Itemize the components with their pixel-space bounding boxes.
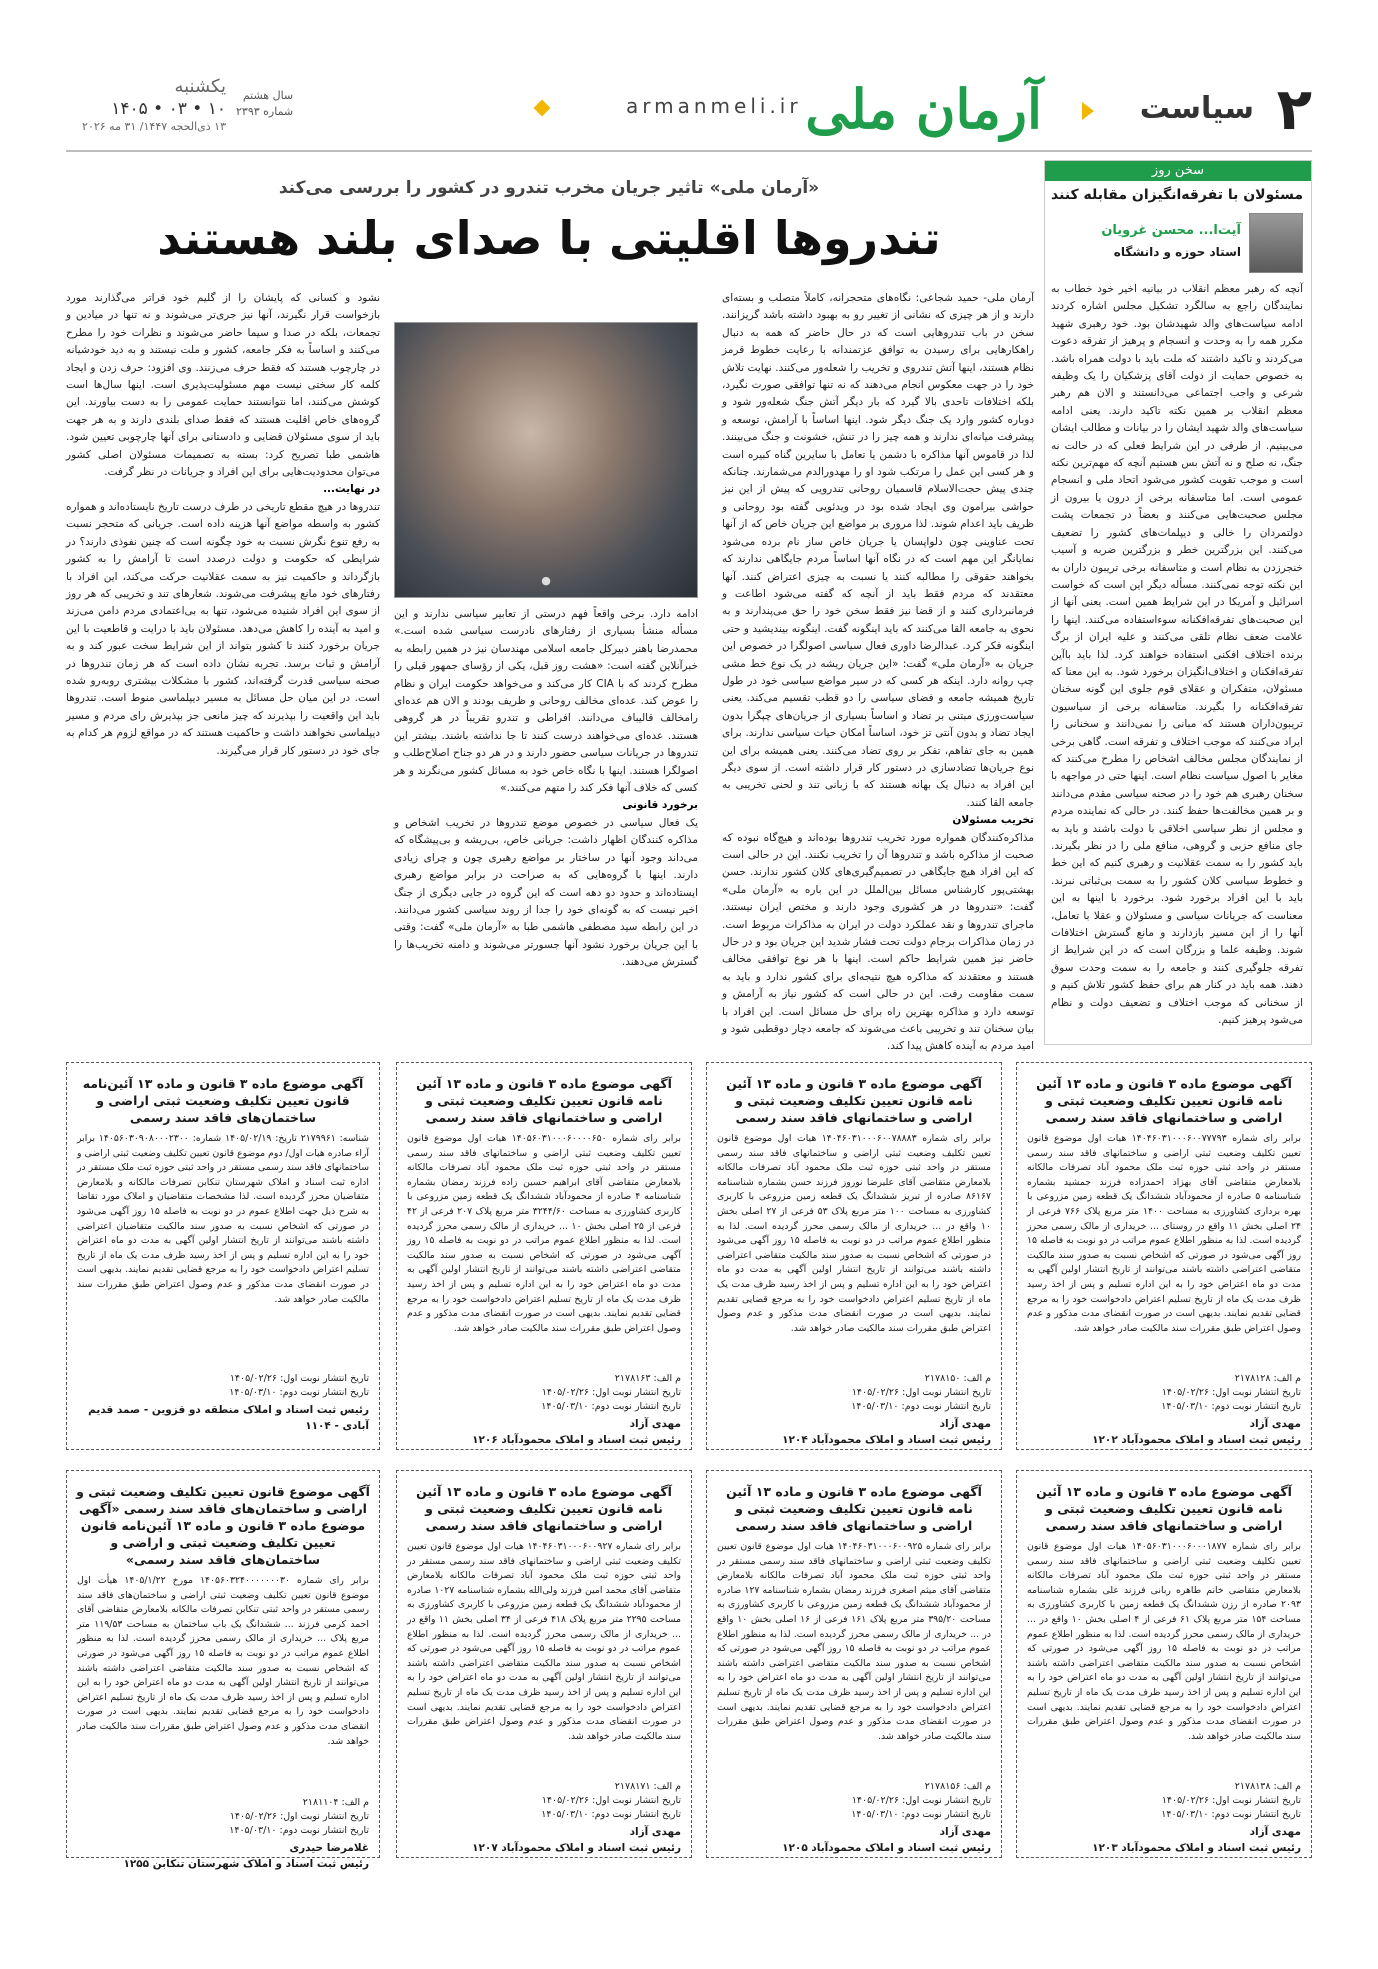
notice-body: برابر رای شماره ۱۴۰۴۶۰۳۱۰۰۰۶۰۰۹۲۵ هیات اول موضوع قانون تعیین تکلیف وضعیت ثبتی اراضی و ساختمانهای فاقد سند رسمی مستقر در واحد ثبتی حوزه ثبت ملک محمود آباد تصرفات مالکانه بلامعارض متقاضی آقای میثم اصغری فرزند رمضان بشماره شناسنامه ۱۲۷ صادره از محمودآباد ششدانگ یک قطعه زمین مزروعی با کاربری کشاورزی به مساحت ۳۹۵/۲۰ متر مربع پلاک ۱۶۱ فرعی از ۱۶ اصلی بخش ۱۰ واقع در ... خریداری از مالک رسمی محرز گردیده است. لذا به منظور اطلاع عموم مراتب در دو نوبت به فاصله ۱۵ روز آگهی می‌شود در صورتی که اشخاص نسبت به صدور سند مالکیت متقاضی اعتراضی داشته باشند می‌توانند از تاریخ انتشار اولین آگهی به مدت دو ماه اعتراض خود را به این اداره تسلیم و پس از اخذ رسید ظرف مدت یک ماه از تاریخ تسلیم اعتراض دادخواست خود را به مرجع قضایی تقدیم نمایند. بدیهی است در صورت انقضای مدت مذکور و عدم وصول اعتراض طبق مقررات سند مالکیت صادر خواهد شد. xyxy=(717,1541,992,1742)
article-text: ادامه دارد. برخی واقعاً فهم درستی از تعابیر سیاسی ندارند و این مسأله منشأ بسیاری از رفتارهای نادرست سیاسی شده است.» محمدرضا باهنر دبیرکل جامعه اسلامی مهندسان نیز در همین رابطه به خبرآنلاین گفته است: «هشت روز قبل، یکی از رؤسای جمهور قبلی را مطرح کردند که با CIA کار می‌کند و می‌خواهد حکومت ایران و نظام را عوض کند. عده‌ای مخالف روحانی و ظریف بودند و الان هم عده‌ای رامخالف قالیباف می‌دانند. افراطی و تندرو تقریباً در هر گروهی هستند. عده‌ای می‌خواهند درست کنند تا جا نداشته باشند. بیشتر این تندروها در جریانات سیاسی حضور دارند و در هر دو جناح اصلاح‌طلب و اصولگرا هستند. اینها با نگاه خاص خود به مسائل کشور می‌نگرند و هر کسی که خلاف آنها فکر کند را متهم می‌کنند.» xyxy=(394,608,698,795)
article-headline: تندروها اقلیتی با صدای بلند هستند xyxy=(157,211,941,265)
notice-signer: مهدی آزاد xyxy=(939,1826,991,1838)
notice-body: شناسه: ۲۱۷۹۹۶۱ تاریخ: ۱۴۰۵/۰۲/۱۹ شماره: ۱۴۰۵۶۰۳۰۹۰۸۰۰۰۲۳۰۰ برابر آراء صادره هیات اول/ دوم موضوع قانون تعیین تکلیف وضعیت ثبتی اراضی و ساختمانهای فاقد سند رسمی مستقر در واحد ثبتی حوزه ثبت ملک مستقر در اداره ثبت اسناد و املاک شهرستان تنکابن تصرفات مالکانه و بلامعارض متقاضیان محرز گردیده است. لذا مشخصات متقاضیان و املاک مورد تقاضا به شرح ذیل جهت اطلاع عموم در دو نوبت به فاصله ۱۵ روز آگهی می‌شود در صورتی که اشخاص نسبت به صدور سند مالکیت متقاضیان اعتراضی داشته باشند می‌توانند از تاریخ انتشار اولین آگهی به مدت دو ماه اعتراض خود را به این اداره تسلیم و پس از اخذ رسید ظرف مدت یک ماه از تاریخ تسلیم اعتراض دادخواست خود را به مرجع قضایی تقدیم نمایند. بدیهی است در صورت انقضای مدت مذکور و عدم وصول اعتراض طبق مقررات سند مالکیت صادر خواهد شد. xyxy=(77,1133,369,1305)
notice-dates xyxy=(397,1778,691,1824)
masthead xyxy=(66,66,1312,152)
notice-dates xyxy=(67,1370,379,1402)
legal-notice xyxy=(1016,1062,1312,1450)
sidebar-body: آنچه که رهبر معظم انقلاب در بیانیه اخیر خود خطاب به نمایندگان راجع به سالگرد تشکیل مجلس اشاره کردند ادامه سیاست‌های والد شهیدشان بود. خود رهبری شهید مکرر همه را به وحدت و انسجام و پرهیز از تفرقه دعوت می‌کردند و تاکید داشتند که ملت باید با دولت همراه باشد. به خصوص حمایت از دولت آقای پزشکیان را یک وظیفه شرعی و واجب اجتماعی می‌دانستند و الان هم رهبر معظم انقلاب بر همین نکته تاکید دارند. یعنی ادامه سیاست‌های والد شهید ایشان را در بیانات و مطالب ایشان می‌بینیم. از طرفی در این شرایط فعلی که در حالت نه جنگ، نه صلح و نه آتش بس هستیم آنچه که مهم‌ترین نکته است و موجب تقویت کشور می‌شود اتحاد ملی و انسجام عمومی است. اما متاسفانه برخی از درون یا بیرون از مجلس صحبت‌هایی می‌کنند و بعضاً در تجمعات پشت دولتمردان را خالی و دیپلمات‌های کشور را تضعیف می‌کنند. این بزرگترین خطر و بزرگترین ضربه و آسیب خنجرزدن به نظام است و متاسفانه برخی تریبون داران به این نکته توجه نمی‌کنند. مسأله دیگر این است که خواست اسرائیل و آمریکا در این شرایط همین است. یعنی آنها از این صحبت‌های تفرقه‌افکنانه سوءاستفاده می‌کنند. اینها را علامت ضعف نظام تلقی می‌کنند و علیه ایران از برگ برنده اختلاف افکنی استفاده خواهند کرد. لذا باید باآین تفرقه‌افکنان و اختلاف‌انگیزان برخورد شود. به این معنا که مسئولان، متفکران و عقلای قوم جلوی این گونه سخنان تفرقه‌افکنانه را بگیرند. متاسفانه برخی از سیاسیون تریبون‌داران هستند که مبانی را نمی‌دانند و سخنانی را ایراد می‌کنند که موجب اختلاف و تفرقه است. گاهی برخی از نمایندگان مجلس مخالف اشخاص را مطرح می‌کنند که مغایر با اصول سیاست نظام است. اینها حتی در مواجهه با سخنان رهبری هم خود را در صحنه سیاسی مقدم می‌دانند و بر همین مخالفت‌ها حفظ کنند. در حالی که نماینده مردم و مجلس از نظر سیاسی اخلاقی با دولت باشند و باید به جای منافع حزبی و گروهی، منافع ملی را در نظر بگیرند. باید کشور را به سمت عقلانیت و رهبری کنیم که این خط و خطوط سیاسی کلان کشور را به سمت بی‌ثباتی نبرند. باید با این افراد برخورد شود. برخورد با اینها به این معناست که جریانات سیاسی و مسئولان و عقلا با تعامل، آنها را از این مسیر بازدارند و مانع گسترش اختلافات شوند. وظیفه علما و بزرگان است که در این شرایط از تفرقه جلوگیری کنند و جامعه را به سمت وحدت سوق دهند. همه باید در کنار هم برای حفظ کشور تلاش کنیم و از سخنانی که موجب اختلاف و تضعیف دولت و نظام می‌شود پرهیز کنیم. xyxy=(1051,283,1303,1027)
notice-title: آگهی موضوع ماده ۳ قانون و ماده ۱۳ آئین‌نامه قانون تعیین تکلیف وضعیت ثبتی اراضی و ساختمان‌های فاقد سند رسمی xyxy=(82,1076,364,1125)
notice-office: رئیس ثبت اسناد و املاک منطقه دو قزوین - صمد قدیم آبادی - ۱۱۰۴ xyxy=(88,1404,369,1432)
notice-date-2: تاریخ انتشار نوبت دوم: ۱۴۰۵/۰۳/۱۰ xyxy=(851,1401,991,1412)
notice-title: آگهی موضوع ماده ۳ قانون و ماده ۱۳ آئین نامه قانون تعیین تکلیف وضعیت ثبتی و اراضی و ساختمانهای فاقد سند رسمی xyxy=(416,1076,672,1125)
notice-signer: مهدی آزاد xyxy=(939,1418,991,1430)
notice-date-1: تاریخ انتشار نوبت اول: ۱۴۰۵/۰۲/۲۶ xyxy=(851,1795,991,1806)
legal-notice xyxy=(396,1062,692,1450)
notice-body: برابر رای شماره ۱۴۰۵۶۰۳۲۴۰۰۰۰۰۰۰۳۰ مورخ ۱۴۰۵/۱/۲۲ هیأت اول موضوع قانون تعیین تکلیف وضعیت ثبتی اراضی و ساختمان‌های فاقد سند رسمی مستقر در واحد ثبتی تنکابن تصرفات مالکانه بلامعارض متقاضی آقای احمد کرمی فرزند ... ششدانگ یک باب ساختمان به مساحت ۱۱۹/۵۳ متر مربع پلاک ... خریداری از مالک رسمی محرز گردیده است. لذا به منظور اطلاع عموم مراتب در دو نوبت به فاصله ۱۵ روز آگهی می‌شود در صورتی که اشخاص نسبت به صدور سند مالکیت متقاضی اعتراضی داشته باشند می‌توانند از تاریخ انتشار اولین آگهی به مدت دو ماه اعتراض خود را به این اداره تسلیم و پس از اخذ رسید ظرف مدت یک ماه از تاریخ تسلیم اعتراض دادخواست خود را به مرجع قضایی تقدیم نمایند. بدیهی است در صورت انقضای مدت مذکور و عدم وصول اعتراض طبق مقررات سند مالکیت صادر خواهد شد. xyxy=(77,1575,370,1747)
notice-dates xyxy=(397,1370,691,1416)
author-avatar xyxy=(1249,213,1303,273)
section-arrow-icon xyxy=(1082,102,1094,120)
article-text: آرمان ملی- حمید شجاعی: نگاه‌های متحجرانه، کاملاً متصلب و بسته‌ای دارند و از هر چیزی که نشانی از تغییر رو به بهبود داشته باشد گریزانند. سخن در باب تندروهایی است که در حال حاضر که همه به دنبال راهکارهایی برای رسیدن به توافق عزتمندانه با رعایت خطوط قرمز نظام هستند، اینها آتش تندروی و تخریب را شعله‌ور می‌کنند. نهایت تلاش خود را در جهت معکوس انجام می‌دهند که نه تنها توافقی صورت نگیرد، بلکه اختلافات تاحدی بالا گیرد که بار دیگر آتش جنگ شعله‌ور شود و دوباره کشور وارد یک جنگ دیگر شود. اینها اساساً با آرامش، توسعه و پیشرفت میانه‌ای ندارند و همه چیز را در تنش، خشونت و جنگ می‌بینند. لذا در قاموس آنها مذاکره با دشمن یا تعامل با سایرین گناه کبیره است و هر کسی این عمل را مرتکب شود او را مهدورالدم می‌شمارند. چنانکه چندی پیش حجت‌الاسلام قاسمیان روحانی تندرویی که پیش از این نیز حواشی بیرامون وی ایجاد شده بود در ویدئویی گفته بود روحانی و ظریف باید اعدام شوند. لذا مروری بر مواضع این جریان خاص که از آنها تحت عناوینی چون دلواپسان یا جریان خاص ساز نام برده می‌شود نمایانگر این مهم است که در نگاه آنها اساساً مردم جایگاهی ندارند که بخواهند حقوقی را مطالبه کنند یا نسبت به چیزی اعتراض کنند. آنها معتقدند که مردم فقط باید از آنچه که گفته می‌شود اطاعت و فرمانبرداری کنند و از قضا نیز فقط سخن خود را حق می‌پندارند و به نحوی به جامعه القا می‌کنند که باید اینگونه گفت. اینگونه بیندیشید و حتی اینگونه فکر کرد. عبدالرضا داوری فعال سیاسی اصولگرا در خصوص این جریان به «آرمان ملی» گفت: «این جریان ریشه در یک نوع خط مشی چپ روانه دارد. اینکه هر کسی که در سیر مواضع سیاسی خود در طول تاریخ همیشه جامعه و فضای سیاسی را دو قطب تقسیم می‌کند. یعنی سیاست‌ورزی مبتنی بر تضاد و اساساً بسیاری از جریان‌های چپگرا بدون ایجاد تضاد و بدون آنتی تز خود، اساساً امکان حیات سیاسی ندارند. برای همین به جای تفاهم، تفکر بر روی تضاد می‌کنند. یعنی همیشه برای این نوع جریان‌ها تضادسازی در دستور کار قرار داشته است. از سوی دیگر این افراد به دنبال یک بهانه هستند که با زبانی تند و لحنی تخریبی به جامعه القا کنند. xyxy=(722,292,1034,809)
legal-notice xyxy=(396,1470,692,1858)
notice-body: برابر رای شماره ۱۴۰۵۶۰۳۱۰۰۰۶۰۰۰۱۸۷۷ هیات اول موضوع قانون تعیین تکلیف وضعیت ثبتی اراضی و ساختمانهای فاقد سند رسمی مستقر در واحد ثبتی حوزه ثبت ملک محمود آباد تصرفات مالکانه بلامعارض متقاضی خانم طاهره ربانی فرزند علی بشماره شناسنامه ۲۰۹۳ صادره از رزن ششدانگ یک قطعه زمین با کاربری کشاورزی به مساحت ۱۵۴ متر مربع پلاک ۶۱ فرعی از ۴ اصلی بخش ۱۰ واقع در ... خریداری از مالک رسمی محرز گردیده است. لذا به منظور اطلاع عموم مراتب در دو نوبت به فاصله ۱۵ روز آگهی می‌شود در صورتی که اشخاص نسبت به صدور سند مالکیت متقاضی اعتراضی داشته باشند می‌توانند از تاریخ انتشار اولین آگهی به مدت دو ماه اعتراض خود را به این اداره تسلیم و پس از اخذ رسید ظرف مدت یک ماه از تاریخ تسلیم اعتراض دادخواست خود را به مرجع قضایی تقدیم نمایند. بدیهی است در صورت انقضای مدت مذکور و عدم وصول اعتراض طبق مقررات سند مالکیت صادر خواهد شد. xyxy=(1027,1541,1301,1742)
notice-code: م الف: ۲۱۷۸۱۷۱ xyxy=(614,1781,681,1792)
notice-dates xyxy=(67,1794,379,1840)
subheading: برخورد قانونی xyxy=(622,799,698,812)
notice-code: م الف: ۲۱۷۸۱۶۳ xyxy=(614,1373,681,1384)
notice-code: م الف: ۲۱۷۸۱۲۸ xyxy=(1234,1373,1301,1384)
article-text: تندروها در هیچ مقطع تاریخی در طرف درست تاریخ نایستاده‌اند و همواره کشور به واسطه مواضع آنها هزینه داده است. جریانی که متحجر نسبت به رفع تنوع نگرش نسبت به خود چگونه است که چنین نفوذی دارند؟ در شرایطی که حکومت و دولت درصدد است تا آرامش را به کشور بازگرداند و حاکمیت نیز به سمت عقلانیت حرکت می‌کند، این افراد با رفتارهای خود مانع پیشرفت می‌شوند. شعارهای تند و تخریبی که هر روز از سوی این افراد شنیده می‌شود، تنها به بی‌اعتمادی مردم دامن می‌زند و امید به آینده را کاهش می‌دهد. مسئولان باید با درایت و قاطعیت با این جریان برخورد کنند تا کشور بتواند از این شرایط سخت عبور کند و به آرامش و ثبات برسد. تجربه نشان داده است که هر زمان تندروها در صحنه سیاسی قدرت گرفته‌اند، کشور با مشکلات بیشتری روبه‌رو شده است. در این میان حل مسائل به مسیر دیپلماسی منوط است. تندروها باید این واقعیت را بپذیرند که چیز مانعی جز بپذیرش رای مردم و مسیر دیپلماسی نخواهند داشت و حاکمیت هستند که در مواقع لزوم هر کدام به جای خود در دستور کار قرار می‌گیرند. xyxy=(66,500,380,757)
legal-notice xyxy=(706,1062,1002,1450)
notice-office: رئیس ثبت اسناد و املاک محمودآباد ۱۲۰۳ xyxy=(1092,1842,1301,1854)
notice-date-1: تاریخ انتشار نوبت اول: ۱۴۰۵/۰۲/۲۶ xyxy=(229,1811,369,1822)
notice-office: رئیس ثبت اسناد و املاک محمودآباد ۱۲۰۵ xyxy=(782,1842,991,1854)
notice-signer: غلامرضا حیدری xyxy=(289,1842,369,1854)
subheading: تخریب مسئولان xyxy=(952,814,1034,827)
notice-body: برابر رای شماره ۱۴۰۴۶۰۳۱۰۰۰۶۰۰۷۸۸۸۳ هیات اول موضوع قانون تعیین تکلیف وضعیت ثبتی اراضی و ساختمانهای فاقد سند رسمی مستقر در واحد ثبتی حوزه ثبت ملک محمود آباد تصرفات مالکانه بلامعارض متقاضی آقای علیرضا نوروز فرزند حسن بشماره شناسنامه ۸۶۱۶۷ صادره از تبریز ششدانگ یک قطعه زمین مزروعی با کاربری کشاورزی به مساحت ۱۰۰ متر مربع پلاک ۵۳ فرعی از ۲۷ اصلی بخش ۱۰ واقع در ... خریداری از مالک رسمی محرز گردیده است. لذا به منظور اطلاع عموم مراتب در دو نوبت به فاصله ۱۵ روز آگهی می‌شود در صورتی که اشخاص نسبت به صدور سند مالکیت متقاضی اعتراضی داشته باشند می‌توانند از تاریخ انتشار اولین آگهی به مدت دو ماه اعتراض خود را به این اداره تسلیم و پس از اخذ رسید ظرف مدت یک ماه از تاریخ تسلیم اعتراض دادخواست خود را به مرجع قضایی تقدیم نمایند. بدیهی است در صورت انقضای مدت مذکور و عدم وصول اعتراض طبق مقررات سند مالکیت صادر خواهد شد. xyxy=(717,1133,992,1334)
notice-dates xyxy=(707,1778,1001,1824)
notice-date-2: تاریخ انتشار نوبت دوم: ۱۴۰۵/۰۳/۱۰ xyxy=(229,1825,369,1836)
page-number: ۲ xyxy=(1276,75,1312,143)
notice-body: برابر رای شماره ۱۴۰۴۶۰۳۱۰۰۰۶۰۰۹۲۷ هیات اول موضوع قانون تعیین تکلیف وضعیت ثبتی اراضی و ساختمانهای فاقد سند رسمی مستقر در واحد ثبتی حوزه ثبت ملک محمود آباد تصرفات مالکانه بلامعارض متقاضی آقای محمد امین فرزند ولی‌الله بشماره شناسنامه ۱۰۲۷ صادره از محمودآباد ششدانگ یک قطعه زمین مزروعی با کاربری کشاورزی به مساحت ۲۲۹۵ متر مربع پلاک ۴۱۸ فرعی از ۳۴ اصلی بخش ۱۱ واقع در ... خریداری از مالک رسمی محرز گردیده است. لذا به منظور اطلاع عموم مراتب در دو نوبت به فاصله ۱۵ روز آگهی می‌شود در صورتی که اشخاص نسبت به صدور سند مالکیت متقاضی اعتراضی داشته باشند می‌توانند از تاریخ انتشار اولین آگهی به مدت دو ماه اعتراض خود را به این اداره تسلیم و پس از اخذ رسید ظرف مدت یک ماه از تاریخ تسلیم اعتراض دادخواست خود را به مرجع قضایی تقدیم نمایند. بدیهی است در صورت انقضای مدت مذکور و عدم وصول اعتراض طبق مقررات سند مالکیت صادر خواهد شد. xyxy=(407,1541,681,1742)
notice-dates xyxy=(1017,1370,1311,1416)
article-text: یک فعال سیاسی در خصوص موضع تندروها در تخریب اشخاص و مذاکره کنندگان اظهار داشت: جریانی خاص، بی‌ریشه و بی‌پیشگاه که می‌داند وجود آنها در ساختار بر مواضع رهبری چون و چرای زیادی دارند. اینها با گروه‌هایی که به صراحت در برابر مواضع رهبری ایستاده‌اند و حدود دو دهه است که این گروه در جایی دیگری از جنگ اخیر نیست که به گونه‌ای خود را جدا از روند سیاسی کشور می‌دانند. در این رابطه سید مصطفی هاشمی طبا به «آرمان ملی» گفت: وقتی با این جریان برخورد نشود آنها جسورتر می‌شوند و دامنه تخریب‌ها را گسترش می‌دهند. xyxy=(394,816,698,969)
article-column-2 xyxy=(394,606,698,1040)
notice-dates xyxy=(1017,1778,1311,1824)
notice-date-2: تاریخ انتشار نوبت دوم: ۱۴۰۵/۰۳/۱۰ xyxy=(1161,1809,1301,1820)
article-photo xyxy=(394,322,698,598)
notice-body: برابر رای شماره ۱۴۰۴۶۰۳۱۰۰۰۶۰۰۷۷۷۹۳ هیات اول موضوع قانون تعیین تکلیف وضعیت ثبتی اراضی و ساختمانهای فاقد سند رسمی مستقر در واحد ثبتی حوزه ثبت ملک محمود آباد تصرفات مالکانه بلامعارض متقاضی آقای بهزاد احمدزاده فرزند جمشید بشماره شناسنامه ۵ صادره از محمودآباد ششدانگ یک قطعه زمین مزروعی با بهره برداری کشاورزی به مساحت ۱۴۰۰ متر مربع پلاک ۷۶۶ فرعی از ۲۴ اصلی بخش ۱۱ واقع در روستای ... خریداری از مالک رسمی محرز گردیده است. لذا به منظور اطلاع عموم مراتب در دو نوبت به فاصله ۱۵ روز آگهی می‌شود در صورتی که اشخاص نسبت به صدور سند مالکیت متقاضی اعتراضی داشته باشند می‌توانند از تاریخ انتشار اولین آگهی به مدت دو ماه اعتراض خود را به این اداره تسلیم و پس از اخذ رسید ظرف مدت یک ماه از تاریخ تسلیم اعتراض دادخواست خود را به مرجع قضایی تقدیم نمایند. بدیهی است در صورت انقضای مدت مذکور و عدم وصول اعتراض طبق مقررات سند مالکیت صادر خواهد شد. xyxy=(1027,1133,1301,1334)
notice-signer: مهدی آزاد xyxy=(629,1826,681,1838)
sidebar-title: مسئولان با تفرقه‌انگیزان مقابله کنند xyxy=(1051,187,1303,203)
legal-notice xyxy=(706,1470,1002,1858)
notice-title: آگهی موضوع قانون تعیین تکلیف وضعیت ثبتی و اراضی و ساختمان‌های فاقد سند رسمی «آگهی موضوع ماده ۳ قانون و ماده ۱۳ آئین‌نامه قانون تعیین تکلیف وضعیت ثبتی و اراضی و ساختمان‌های فاقد سند رسمی» xyxy=(76,1484,370,1567)
opinion-sidebar xyxy=(1044,160,1312,1045)
weekday: یکشنبه xyxy=(174,76,226,97)
notice-date-2: تاریخ انتشار نوبت دوم: ۱۴۰۵/۰۳/۱۰ xyxy=(851,1809,991,1820)
notice-title: آگهی موضوع ماده ۳ قانون و ماده ۱۳ آئین نامه قانون تعیین تکلیف وضعیت ثبتی و اراضی و ساختمانهای فاقد سند رسمی xyxy=(1036,1076,1292,1125)
headline-area xyxy=(66,160,1032,270)
notice-code: م الف: ۲۱۷۸۱۵۰ xyxy=(924,1373,991,1384)
section-title: سیاست xyxy=(1139,91,1254,126)
website[interactable]: armanmeli.ir xyxy=(626,94,802,118)
notice-dates xyxy=(707,1370,1001,1416)
notice-office: رئیس ثبت اسناد و املاک محمودآباد ۱۲۰۲ xyxy=(1092,1434,1301,1446)
author-name: آیت‌ا... محسن غرویان xyxy=(1101,223,1241,238)
article-text: مذاکره‌کنندگان همواره مورد تخریب تندروها بوده‌اند و هیچ‌گاه نبوده که صحبت از مذاکره باشد و تندروها آن را تخریب نکنند. این در حالی است که این افراد هیچ جایگاهی در تصمیم‌گیری‌های کلان کشور ندارند. حسن بهشتی‌پور کارشناس مسائل بین‌الملل در این باره به «آرمان ملی» گفت: «تندروها در هر کشوری وجود دارند و مختص ایران نیستند. ماجرای تندروها و نقد عملکرد دولت در ایران به مذاکرات مربوط است. در زمان مذاکرات برجام دولت تحت فشار شدید این جریان بود و در حال حاضر نیز همین شرایط حاکم است. اینها با هر نوع توافقی مخالف هستند و معتقدند که مذاکره هیچ نتیجه‌ای برای کشور ندارد و باید به سمت مقاومت رفت. این در حالی است که کشور نیاز به آرامش و توسعه دارد و مذاکره بهترین راه برای حل مسائل است. این افراد با بیان سخنان تند و تخریبی باعث می‌شوند که جامعه دچار دوقطبی شود و امید مردم به آینده کاهش پیدا کند. xyxy=(722,831,1034,1053)
notice-office: رئیس ثبت اسناد و املاک شهرستان تنکابن ۱۲۵۵ xyxy=(123,1858,369,1870)
notice-date-1: تاریخ انتشار نوبت اول: ۱۴۰۵/۰۲/۲۶ xyxy=(1161,1387,1301,1398)
date-alt: ۱۳ ذی‌الحجه ۱۴۴۷/ ۳۱ مه ۲۰۲۶ xyxy=(82,120,226,133)
logo: آرمان ملی xyxy=(805,77,1042,141)
notice-code: م الف: ۲۱۷۸۱۳۸ xyxy=(1234,1781,1301,1792)
year: سال هشتم xyxy=(242,89,294,102)
notice-date-1: تاریخ انتشار نوبت اول: ۱۴۰۵/۰۲/۲۶ xyxy=(541,1795,681,1806)
author-block xyxy=(1051,213,1303,275)
notice-signer: مهدی آزاد xyxy=(629,1418,681,1430)
notice-date-2: تاریخ انتشار نوبت دوم: ۱۴۰۵/۰۳/۱۰ xyxy=(541,1809,681,1820)
notice-date-1: تاریخ انتشار نوبت اول: ۱۴۰۵/۰۲/۲۶ xyxy=(229,1373,369,1384)
subheading: در نهایت... xyxy=(323,483,380,496)
notice-title: آگهی موضوع ماده ۳ قانون و ماده ۱۳ آئین نامه قانون تعیین تکلیف وضعیت ثبتی و اراضی و ساختمانهای فاقد سند رسمی xyxy=(726,1076,982,1125)
notice-date-2: تاریخ انتشار نوبت دوم: ۱۴۰۵/۰۳/۱۰ xyxy=(541,1401,681,1412)
issue-number: شماره ۲۳۹۳ xyxy=(236,105,294,118)
notice-code: م الف: ۲۱۸۱۱۰۴ xyxy=(302,1797,369,1808)
notice-body: برابر رای شماره ۱۴۰۵۶۰۳۱۰۰۰۶۰۰۰۰۶۵۰ هیات اول موضوع قانون تعیین تکلیف وضعیت ثبتی اراضی و ساختمانهای فاقد سند رسمی مستقر در واحد ثبتی حوزه ثبت ملک محمود آباد تصرفات مالکانه بلامعارض متقاضی آقای ابراهیم حسین زاده فرزند رمضان بشماره شناسنامه ۴ صادره از محمودآباد ششدانگ یک قطعه زمین مزروعی با کاربری کشاورزی به مساحت ۳۲۴۴/۶۰ متر مربع پلاک ۲۰۷ فرعی از ۴۲ فرعی از ۲۵ اصلی بخش ۱۰ ... خریداری از مالک رسمی محرز گردیده است. لذا به منظور اطلاع عموم مراتب در دو نوبت به فاصله ۱۵ روز آگهی می‌شود در صورتی که اشخاص نسبت به صدور سند مالکیت متقاضی اعتراضی داشته باشند می‌توانند از تاریخ انتشار اولین آگهی به مدت دو ماه اعتراض خود را به این اداره تسلیم و پس از اخذ رسید ظرف مدت یک ماه از تاریخ تسلیم اعتراض دادخواست خود را به مرجع قضایی تقدیم نمایند. بدیهی است در صورت انقضای مدت مذکور و عدم وصول اعتراض طبق مقررات سند مالکیت صادر خواهد شد. xyxy=(407,1133,682,1334)
issue-info xyxy=(236,88,293,120)
notice-title: آگهی موضوع ماده ۳ قانون و ماده ۱۳ آئین نامه قانون تعیین تکلیف وضعیت ثبتی و اراضی و ساختمانهای فاقد سند رسمی xyxy=(1036,1484,1292,1533)
notice-office: رئیس ثبت اسناد و املاک محمودآباد ۱۲۰۶ xyxy=(472,1434,681,1446)
article-kicker: «آرمان ملی» تاثیر جریان مخرب تندرو در کشور را بررسی می‌کند xyxy=(278,178,820,198)
notice-date-2: تاریخ انتشار نوبت دوم: ۱۴۰۵/۰۳/۱۰ xyxy=(1161,1401,1301,1412)
notice-title: آگهی موضوع ماده ۳ قانون و ماده ۱۳ آئین نامه قانون تعیین تکلیف وضعیت ثبتی و اراضی و ساختمانهای فاقد سند رسمی xyxy=(416,1484,672,1533)
article-column-3 xyxy=(66,290,380,1040)
notice-title: آگهی موضوع ماده ۳ قانون و ماده ۱۳ آئین نامه قانون تعیین تکلیف وضعیت ثبتی و اراضی و ساختمانهای فاقد سند رسمی xyxy=(726,1484,982,1533)
date-box xyxy=(66,76,226,134)
article-text: نشود و کسانی که پایشان را از گلیم خود فراتر می‌گذارند مورد بازخواست قرار نگیرند، آنها نیز جری‌تر می‌شوند و نه تنها در میادین و تجمعات، بلکه در صدا و سیما حاضر می‌شوند و نظرات خود را مطرح می‌کنند و اساساً به فکر جامعه، کشور و ملت نیستند و به دید خودشیانه در چارچوب هستند که فقط حرف می‌زنند. وی افزود: حرف زدن و ایجاد کلمه کار سختی نیست مهم مسئولیت‌پذیری است. اینها سال‌ها است کوشش می‌کنند، اما نتوانستند حمایت عمومی را به دست بیاورند. این گروه‌های خاص اقلیت هستند که فقط صدای بلندی دارند و به هر جهت باید از سوی مسئولان قضایی و دادستانی برای آنها چارچوبی تعیین شود. هاشمی طبا تصریح کرد: بسته به تصمیمات مسئولان اصلی کشور می‌توان محدودیت‌هایی برای این افراد و جریانات در نظر گرفت. xyxy=(66,292,380,479)
legal-notice xyxy=(66,1470,380,1870)
notice-code: م الف: ۲۱۷۸۱۵۶ xyxy=(924,1781,991,1792)
date: ۱۰ • ۰۳ • ۱۴۰۵ xyxy=(111,99,226,119)
person-icon: ● xyxy=(541,574,551,587)
legal-notice xyxy=(66,1062,380,1450)
notice-date-1: تاریخ انتشار نوبت اول: ۱۴۰۵/۰۲/۲۶ xyxy=(541,1387,681,1398)
notice-date-2: تاریخ انتشار نوبت دوم: ۱۴۰۵/۰۳/۱۰ xyxy=(229,1387,369,1398)
article-column-1 xyxy=(722,290,1034,1053)
notice-signer: مهدی آزاد xyxy=(1249,1418,1301,1430)
diamond-icon xyxy=(534,100,551,117)
notice-date-1: تاریخ انتشار نوبت اول: ۱۴۰۵/۰۲/۲۶ xyxy=(851,1387,991,1398)
legal-notice xyxy=(1016,1470,1312,1858)
notice-office: رئیس ثبت اسناد و املاک محمودآباد ۱۲۰۷ xyxy=(472,1842,681,1854)
notice-date-1: تاریخ انتشار نوبت اول: ۱۴۰۵/۰۲/۲۶ xyxy=(1161,1795,1301,1806)
author-role: استاد حوزه و دانشگاه xyxy=(1113,245,1241,259)
notice-signer: مهدی آزاد xyxy=(1249,1826,1301,1838)
sidebar-kicker: سخن روز xyxy=(1045,161,1311,181)
notice-office: رئیس ثبت اسناد و املاک محمودآباد ۱۲۰۴ xyxy=(782,1434,991,1446)
